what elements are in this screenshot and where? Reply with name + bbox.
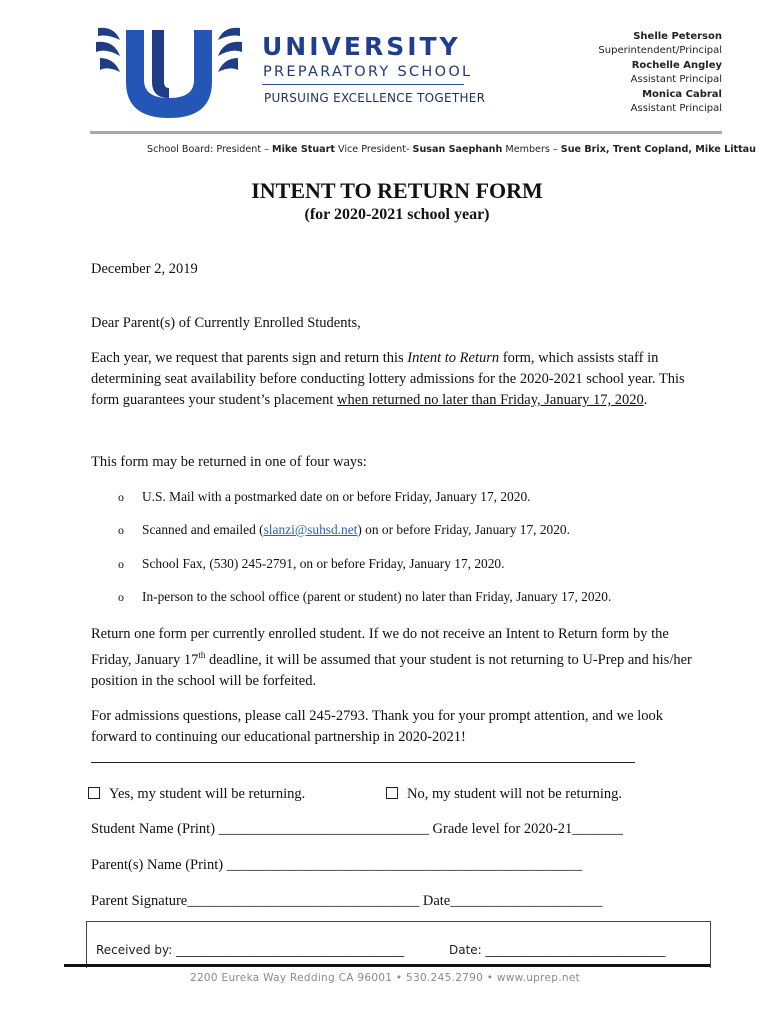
- board-prefix: School Board: President –: [147, 144, 273, 155]
- parent-signature-field[interactable]: Parent Signature________________________________ Date_____________________: [91, 893, 603, 909]
- intro-text-2: form, which assists staff in determining seat availability before conducting lottery admissions for the 2020-2021 school year. This form guarantees your student’s placement: [91, 350, 685, 408]
- received-date-field[interactable]: Date: ______________________________: [449, 943, 666, 957]
- policy-text-2: deadline, it will be assumed that your student is not returning to U-Prep and his/her position in the school will be forfeited.: [91, 651, 692, 689]
- bullet-marker: o: [118, 523, 124, 537]
- deadline-underlined: when returned no later than Friday, January 17, 2020: [337, 392, 644, 408]
- staff-name: Shelle Peterson: [633, 31, 722, 42]
- board-members: Sue Brix, Trent Copland, Mike Littau: [560, 144, 756, 155]
- list-item: [118, 556, 504, 572]
- form-subtitle: (for 2020-2021 school year): [304, 206, 490, 223]
- list-item-text: U.S. Mail with a postmarked date on or before Friday, January 17, 2020.: [142, 489, 531, 504]
- staff-role: Superintendent/Principal: [598, 45, 722, 56]
- option-no[interactable]: [386, 786, 622, 803]
- board-president: Mike Stuart: [272, 144, 335, 155]
- closing-paragraph: For admissions questions, please call 245-2793. Thank you for your prompt attention, and we look forward to continuing our educational partnership in 2020-2021!: [91, 708, 663, 745]
- ways-intro: This form may be returned in one of four ways:: [91, 454, 367, 470]
- list-item: [118, 522, 570, 538]
- list-item-text: School Fax, (530) 245-2791, on or before Friday, January 17, 2020.: [142, 556, 505, 571]
- bullet-marker: o: [118, 490, 124, 504]
- received-by-field[interactable]: Received by: ______________________________________: [96, 943, 405, 957]
- section-divider: [91, 762, 635, 763]
- list-item-text: In-person to the school office (parent or student) no later than Friday, January 17, 2020.: [142, 589, 612, 604]
- office-use-baseline: [64, 964, 710, 967]
- option-yes[interactable]: [88, 786, 305, 803]
- intro-text: Each year, we request that parents sign and return this: [91, 350, 408, 366]
- policy-text: Return one form per currently enrolled student. If we do not receive an Intent to Return form by the Friday, January 17: [91, 626, 669, 668]
- school-logo-icon: [94, 22, 244, 122]
- staff-role: Assistant Principal: [630, 74, 722, 85]
- school-subname: PREPARATORY SCHOOL: [263, 64, 473, 80]
- parent-name-field[interactable]: Parent(s) Name (Print) _________________________________________________: [91, 857, 582, 873]
- list-item-text: Scanned and emailed (: [142, 522, 264, 537]
- staff-name: Rochelle Angley: [631, 60, 722, 71]
- option-yes-label: Yes, my student will be returning.: [109, 786, 306, 802]
- intro-paragraph: [91, 348, 701, 411]
- superscript: th: [198, 650, 206, 660]
- school-board-line: [147, 144, 756, 155]
- footer-address: 2200 Eureka Way Redding CA 96001 • 530.245.2790 • www.uprep.net: [189, 972, 581, 984]
- checkbox-no[interactable]: [386, 787, 398, 799]
- board-vp-label: Vice President-: [338, 144, 413, 155]
- list-item-text: ) on or before Friday, January 17, 2020.: [357, 522, 570, 537]
- bullet-marker: o: [118, 557, 124, 571]
- staff-role: Assistant Principal: [630, 103, 722, 114]
- list-item: [118, 489, 531, 505]
- school-name: UNIVERSITY: [262, 32, 461, 61]
- form-title: INTENT TO RETURN FORM: [251, 178, 543, 203]
- email-link[interactable]: slanzi@suhsd.net: [263, 522, 358, 537]
- staff-list: [598, 30, 722, 117]
- policy-paragraph: [91, 624, 701, 692]
- logo-divider: [262, 84, 464, 85]
- board-vp: Susan Saephanh: [412, 144, 503, 155]
- checkbox-yes[interactable]: [88, 787, 100, 799]
- salutation: Dear Parent(s) of Currently Enrolled Students,: [91, 315, 361, 331]
- intro-italic: Intent to Return: [407, 350, 500, 366]
- option-no-label: No, my student will not be returning.: [407, 786, 623, 802]
- header-divider: [90, 131, 722, 134]
- board-members-label: Members –: [505, 144, 561, 155]
- letter-date: December 2, 2019: [91, 261, 198, 277]
- student-name-field[interactable]: Student Name (Print) _____________________________ Grade level for 2020-21_______: [91, 821, 623, 837]
- school-tagline: PURSUING EXCELLENCE TOGETHER: [264, 91, 486, 105]
- intro-end: .: [643, 392, 648, 408]
- staff-name: Monica Cabral: [642, 89, 722, 100]
- list-item: [118, 589, 611, 605]
- bullet-marker: o: [118, 590, 124, 604]
